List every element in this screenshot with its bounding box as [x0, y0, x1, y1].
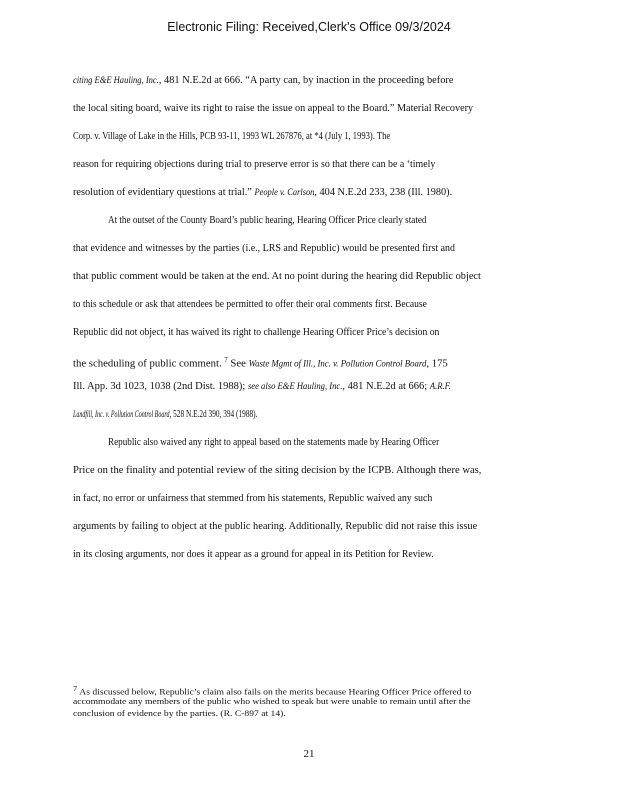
- body-text: in its closing arguments, nor does it appear as a ground for appeal in its Petition for Review.: [73, 548, 434, 560]
- body-line: [73, 185, 522, 199]
- body-line: [73, 241, 508, 255]
- body-text: the scheduling of public comment.: [73, 357, 225, 370]
- citation-text: People v. Carlson: [254, 187, 315, 197]
- body-text: Ill. App. 3d 1023, 1038 (2nd Dist. 1988);: [73, 380, 248, 392]
- body-text: , 404 N.E.2d 233, 238 (Ill. 1980).: [314, 186, 453, 198]
- body-text: resolution of evidentiary questions at trial.”: [73, 186, 255, 198]
- citation-text: citing E&E Hauling, Inc.: [73, 75, 159, 85]
- body-line: [73, 73, 527, 87]
- citation-text: see also E&E Hauling, Inc.: [247, 381, 343, 391]
- footnote-line: [73, 696, 470, 707]
- footnote-text: conclusion of evidence by the parties. (R. C-897 at 14).: [73, 709, 286, 718]
- footnote-text: accommodate any members of the public who wished to speak but were unable to remain until after the: [73, 697, 471, 706]
- body-text: See: [227, 357, 249, 370]
- body-line: [73, 353, 541, 371]
- body-text: the local siting board, waive its right to raise the issue on appeal to the Board.” Material Recovery: [73, 102, 474, 114]
- body-line: [108, 435, 506, 449]
- body-line: [73, 407, 393, 421]
- body-text: that public comment would be taken at the end. At no point during the hearing did Republic object: [73, 270, 481, 282]
- body-text: reason for requiring objections during trial to preserve error is so that there can be a ‘timely: [73, 158, 436, 170]
- footnote-marker: 7: [73, 685, 80, 693]
- body-line: [73, 379, 531, 393]
- body-line: [73, 269, 525, 283]
- body-line: [73, 101, 518, 115]
- body-text: At the outset of the County Board’s public hearing, Hearing Officer Price clearly stated: [108, 214, 427, 226]
- body-text: , 481 N.E.2d at 666. “A party can, by inaction in the proceeding before: [158, 74, 454, 86]
- body-line: [73, 519, 524, 533]
- body-text: Republic did not object, it has waived its right to challenge Hearing Officer Price’s decision on: [73, 326, 440, 338]
- body-line: [73, 547, 501, 561]
- body-text: , 481 N.E.2d at 666;: [342, 380, 430, 392]
- footnote-ref: 7: [224, 356, 228, 364]
- body-text: that evidence and witnesses by the parties (i.e., LRS and Republic) would be presented first and: [73, 242, 456, 254]
- body-text: Corp. v. Village of Lake in the Hills, PCB 93-11, 1993 WL 267876, at *4 (July 1, 1993). The: [73, 130, 391, 142]
- body-line: [73, 491, 504, 505]
- body-line: [73, 129, 446, 143]
- citation-text: Waste Mgmt of Ill., Inc. v. Pollution Control Board: [248, 358, 427, 369]
- footnote-text: As discussed below, Republic’s claim also fails on the merits because Hearing Officer Price offered to: [79, 687, 472, 697]
- citation-text: A.R.F.: [429, 381, 451, 391]
- body-text: Price on the finality and potential review of the siting decision by the ICPB. Although there was,: [73, 464, 482, 476]
- efiling-header: Electronic Filing: Received,Clerk's Office 09/3/2024: [167, 20, 451, 34]
- body-text: , 175: [426, 357, 448, 370]
- body-line: [73, 157, 505, 171]
- body-line: [73, 325, 494, 339]
- body-text: , 528 N.E.2d 390, 394 (1988).: [169, 408, 258, 420]
- body-text: in fact, no error or unfairness that stemmed from his statements, Republic waived any such: [73, 492, 433, 504]
- page-number: 21: [303, 748, 315, 760]
- body-line: [73, 463, 534, 477]
- body-text: to this schedule or ask that attendees be permitted to offer their oral comments first. Because: [73, 298, 427, 310]
- footnote-line: [73, 708, 286, 719]
- body-text: Republic also waived any right to appeal based on the statements made by Hearing Officer: [108, 436, 440, 448]
- body-text: arguments by failing to object at the public hearing. Additionally, Republic did not raise this issue: [73, 520, 478, 532]
- body-line: [73, 297, 490, 311]
- body-line: [108, 213, 506, 227]
- citation-text: Landfill, Inc. v. Pollution Control Board: [73, 409, 170, 419]
